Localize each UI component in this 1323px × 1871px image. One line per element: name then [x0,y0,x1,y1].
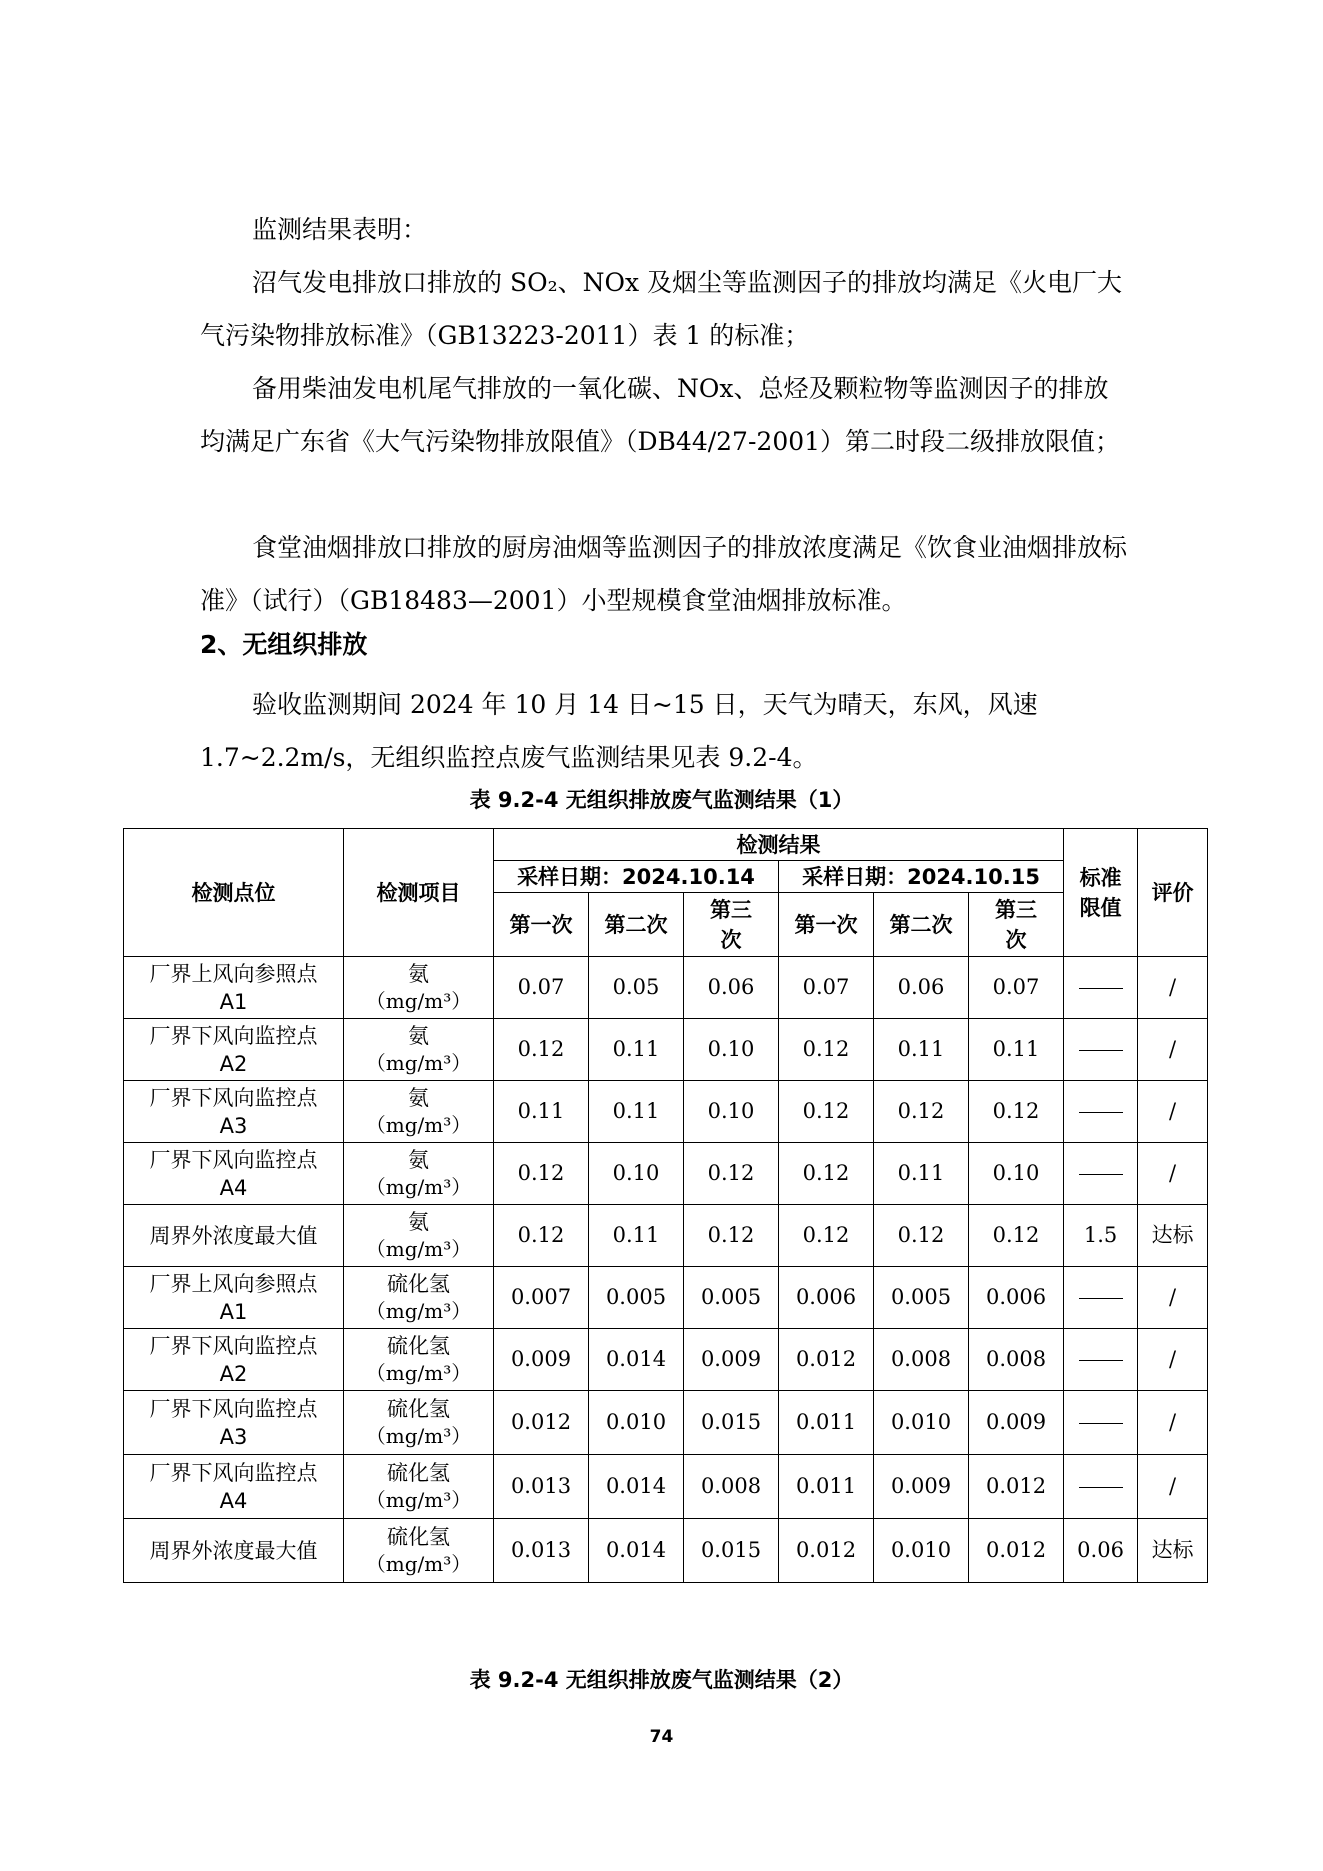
cell-value: 0.015 [684,1519,779,1583]
table-caption-2: 表 9.2-4 无组织排放废气监测结果（2） [469,1668,854,1692]
cell-eval: / [1138,1267,1208,1329]
cell-eval: / [1138,1329,1208,1391]
cell-value: 0.015 [684,1391,779,1455]
table-row [124,1267,1208,1329]
cell-value: 0.12 [969,1081,1064,1143]
paragraph-intro: 监测结果表明： [252,215,428,244]
cell-value: 0.012 [779,1519,874,1583]
cell-value: 0.06 [874,957,969,1019]
cell-value: 0.006 [779,1267,874,1329]
dash-mark [1079,988,1123,989]
table-row [124,1081,1208,1143]
dash-mark [1079,1112,1123,1113]
cell-value: 0.12 [684,1205,779,1267]
cell-point: 厂界下风向监控点 A3 [124,1391,344,1455]
dash-mark [1079,1423,1123,1424]
table-caption-1: 表 9.2-4 无组织排放废气监测结果（1） [469,788,854,812]
header-item: 检测项目 [344,829,494,957]
cell-item: 硫化氢 （mg/m³） [344,1455,494,1519]
cell-eval: / [1138,957,1208,1019]
cell-limit: 1.5 [1064,1205,1138,1267]
cell-item: 氨 （mg/m³） [344,1205,494,1267]
cell-eval: / [1138,1391,1208,1455]
cell-value: 0.11 [589,1205,684,1267]
dash-mark [1079,1360,1123,1361]
cell-value: 0.005 [874,1267,969,1329]
table-row [124,1519,1208,1583]
cell-value: 0.013 [494,1455,589,1519]
cell-value: 0.012 [969,1455,1064,1519]
cell-value: 0.10 [589,1143,684,1205]
table-row [124,1455,1208,1519]
cell-point: 厂界下风向监控点 A3 [124,1081,344,1143]
cell-value: 0.11 [589,1019,684,1081]
cell-value: 0.12 [494,1019,589,1081]
cell-item: 氨 （mg/m³） [344,1019,494,1081]
table-row [124,1019,1208,1081]
header-limit: 标准限值 [1064,829,1138,957]
cell-value: 0.05 [589,957,684,1019]
cell-value: 0.07 [494,957,589,1019]
cell-value: 0.006 [969,1267,1064,1329]
cell-value: 0.06 [684,957,779,1019]
cell-value: 0.11 [589,1081,684,1143]
paragraph-biogas: 沼气发电排放口排放的 SO₂、NOx 及烟尘等监测因子的排放均满足《火电厂大气污染物排放标准》（GB13223-2011）表 1 的标准； [200,268,1123,350]
cell-value: 0.010 [589,1391,684,1455]
cell-value: 0.12 [779,1143,874,1205]
cell-value: 0.009 [494,1329,589,1391]
cell-value: 0.12 [874,1081,969,1143]
paragraph-kitchen: 食堂油烟排放口排放的厨房油烟等监测因子的排放浓度满足《饮食业油烟排放标准》（试行）（GB18483—2001）小型规模食堂油烟排放标准。 [200,533,1128,615]
dash-mark [1079,1298,1123,1299]
cell-point: 厂界上风向参照点 A1 [124,1267,344,1329]
header-date-2: 采样日期：2024.10.15 [779,861,1064,893]
cell-item: 氨 （mg/m³） [344,1081,494,1143]
cell-value: 0.005 [684,1267,779,1329]
cell-item: 硫化氢 （mg/m³） [344,1519,494,1583]
header-run-2: 第二次 [589,893,684,957]
cell-value: 0.10 [684,1081,779,1143]
dash-mark [1079,1487,1123,1488]
cell-value: 0.11 [874,1019,969,1081]
cell-limit: 0.06 [1064,1519,1138,1583]
header-run-4: 第一次 [779,893,874,957]
cell-item: 硫化氢 （mg/m³） [344,1267,494,1329]
paragraph-diesel: 备用柴油发电机尾气排放的一氧化碳、NOx、总烃及颗粒物等监测因子的排放均满足广东省《大气污染物排放限值》（DB44/27-2001）第二时段二级排放限值； [200,374,1121,456]
cell-eval: / [1138,1455,1208,1519]
cell-value: 0.011 [779,1455,874,1519]
cell-value: 0.008 [969,1329,1064,1391]
cell-limit [1064,1455,1138,1519]
cell-value: 0.009 [874,1455,969,1519]
cell-value: 0.12 [779,1081,874,1143]
cell-value: 0.009 [969,1391,1064,1455]
table-row [124,1329,1208,1391]
header-run-5: 第二次 [874,893,969,957]
cell-point: 周界外浓度最大值 [124,1519,344,1583]
cell-value: 0.10 [684,1019,779,1081]
header-results: 检测结果 [494,829,1064,861]
header-eval: 评价 [1138,829,1208,957]
cell-limit [1064,1143,1138,1205]
table-row [124,1205,1208,1267]
cell-limit [1064,1019,1138,1081]
header-run-3: 第三次 [684,893,779,957]
cell-eval: / [1138,1143,1208,1205]
cell-value: 0.012 [779,1329,874,1391]
header-date-1: 采样日期：2024.10.14 [494,861,779,893]
cell-value: 0.12 [494,1143,589,1205]
cell-eval: / [1138,1019,1208,1081]
cell-value: 0.07 [779,957,874,1019]
header-point: 检测点位 [124,829,344,957]
cell-item: 硫化氢 （mg/m³） [344,1329,494,1391]
cell-value: 0.11 [494,1081,589,1143]
cell-point: 周界外浓度最大值 [124,1205,344,1267]
cell-value: 0.008 [684,1455,779,1519]
cell-value: 0.12 [779,1019,874,1081]
cell-value: 0.012 [969,1519,1064,1583]
dash-mark [1079,1050,1123,1051]
cell-value: 0.12 [874,1205,969,1267]
cell-eval: 达标 [1138,1205,1208,1267]
cell-value: 0.12 [494,1205,589,1267]
header-run-1: 第一次 [494,893,589,957]
cell-value: 0.014 [589,1519,684,1583]
cell-value: 0.012 [494,1391,589,1455]
section-paragraph: 验收监测期间 2024 年 10 月 14 日~15 日，天气为晴天，东风，风速 1.7~2.2m/s，无组织监控点废气监测结果见表 9.2-4。 [200,690,1038,772]
table-row [124,1391,1208,1455]
cell-value: 0.10 [969,1143,1064,1205]
cell-value: 0.008 [874,1329,969,1391]
cell-point: 厂界下风向监控点 A4 [124,1455,344,1519]
cell-limit [1064,1267,1138,1329]
cell-eval: 达标 [1138,1519,1208,1583]
cell-item: 氨 （mg/m³） [344,1143,494,1205]
cell-value: 0.11 [874,1143,969,1205]
cell-value: 0.013 [494,1519,589,1583]
header-run-6: 第三次 [969,893,1064,957]
table-body [124,957,1208,1583]
cell-value: 0.12 [969,1205,1064,1267]
table-row [124,1143,1208,1205]
cell-value: 0.07 [969,957,1064,1019]
cell-point: 厂界下风向监控点 A2 [124,1329,344,1391]
cell-point: 厂界下风向监控点 A2 [124,1019,344,1081]
section-heading: 2、无组织排放 [200,630,368,659]
table-row [124,957,1208,1019]
cell-limit [1064,1391,1138,1455]
cell-point: 厂界下风向监控点 A4 [124,1143,344,1205]
cell-value: 0.009 [684,1329,779,1391]
cell-value: 0.010 [874,1391,969,1455]
results-table [123,828,1208,1583]
cell-limit [1064,1081,1138,1143]
cell-value: 0.010 [874,1519,969,1583]
cell-value: 0.014 [589,1455,684,1519]
cell-value: 0.005 [589,1267,684,1329]
cell-value: 0.12 [684,1143,779,1205]
cell-value: 0.11 [969,1019,1064,1081]
cell-limit [1064,1329,1138,1391]
cell-eval: / [1138,1081,1208,1143]
cell-item: 氨 （mg/m³） [344,957,494,1019]
page-number: 74 [649,1727,674,1747]
cell-value: 0.007 [494,1267,589,1329]
cell-value: 0.011 [779,1391,874,1455]
cell-value: 0.12 [779,1205,874,1267]
cell-limit [1064,957,1138,1019]
dash-mark [1079,1174,1123,1175]
cell-item: 硫化氢 （mg/m³） [344,1391,494,1455]
cell-point: 厂界上风向参照点 A1 [124,957,344,1019]
cell-value: 0.014 [589,1329,684,1391]
